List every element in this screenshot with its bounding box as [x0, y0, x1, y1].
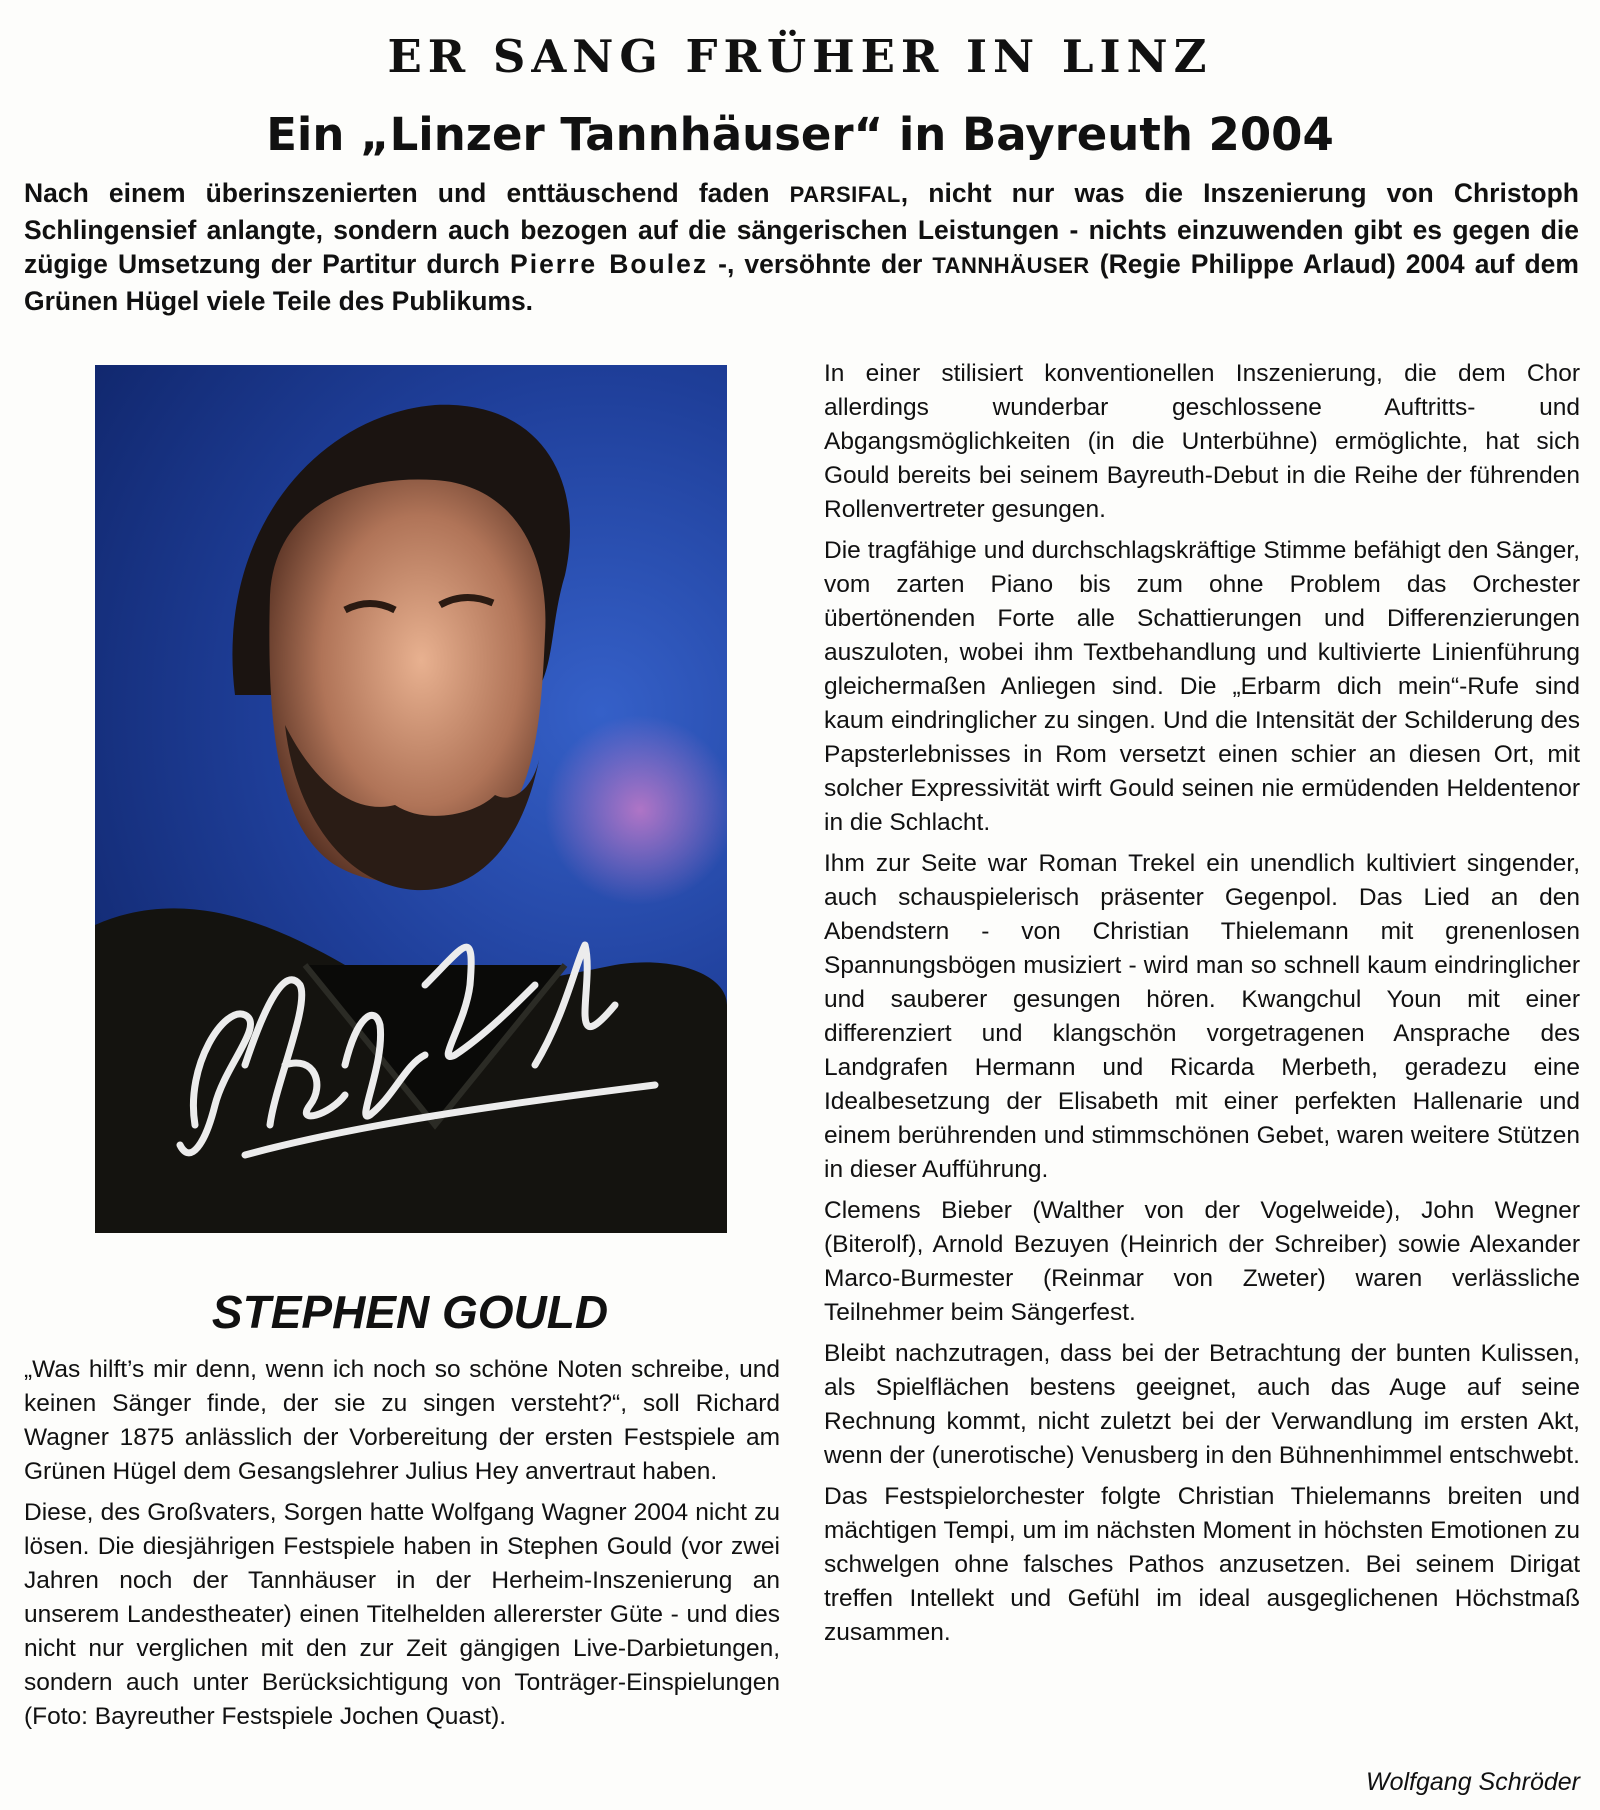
singer-photo — [95, 365, 727, 1233]
article-kicker: ER SANG FRÜHER IN LINZ — [387, 30, 1213, 83]
right-paragraph: Die tragfähige und durchschlagskräftige Stimme befähigt den Sänger, vom zarten Piano bis zum ohne Problem das Orchester übertönenden Forte alle Schattierungen und Differenzierungen auszuloten, wobei ihm Textbehandlung und kultivierte Linienführung gleichermaßen Anliegen sind. Die „Erbarm dich mein“-Rufe sind kaum eindringlicher zu singen. Und die Intensität der Schilderung des Papsterlebnisses in Rom versetzt einen schier an diesen Ort, mit solcher Expressivität wirft Gould seinen nie ermüdenden Heldentenor in die Schlacht. — [824, 537, 1580, 836]
right-paragraph: In einer stilisiert konventionellen Inszenierung, die dem Chor allerdings wunderbar geschlossene Auftritts- und Abgangsmöglichkeiten (in die Unterbühne) ermöglichte, hat sich Gould bereits bei seinem Bayreuth-Debut in die Reihe der führenden Rollenvertreter gesungen. — [824, 360, 1580, 523]
article-lead — [24, 176, 1579, 318]
portrait-name: STEPHEN GOULD — [211, 1286, 609, 1338]
left-paragraph: Diese, des Großvaters, Sorgen hatte Wolfgang Wagner 2004 nicht zu lösen. Die diesjährigen Festspiele haben in Stephen Gould (vor zwei Jahren noch der Tannhäuser in der Herheim-Inszenierung an unserem Landestheater) einen Titelhelden allererster Güte - und dies nicht nur verglichen mit den zur Zeit gängigen Live-Darbietungen, sondern auch unter Berücksichtigung von Tonträger-Einspielungen (Foto: Bayreuther Festspiele Jochen Quast). — [24, 1499, 780, 1730]
left-column — [24, 1353, 780, 1741]
right-paragraph: Clemens Bieber (Walther von der Vogelweide), John Wegner (Biterolf), Arnold Bezuyen (Heinrich der Schreiber) sowie Alexander Marco-Burmester (Reinmar von Zweter) waren verlässliche Teilnehmer beim Sängerfest. — [824, 1197, 1580, 1326]
lead-parsifal: PARSIFAL — [789, 182, 901, 207]
autograph-signature — [95, 365, 727, 1233]
lead-tannhaeuser: TANNHÄUSER — [932, 253, 1090, 278]
lead-text-2: , nicht nur was die Inszenierung von Christoph Schlingensief anlangte, sondern auch bezogen auf die sängerischen Leistungen - nichts einzuwenden gibt es gegen die zügige Umsetzung der Partitur durch — [24, 178, 1579, 279]
article-headline: Ein „Linzer Tannhäuser“ in Bayreuth 2004 — [266, 108, 1334, 161]
right-column — [824, 357, 1580, 1657]
lead-text-3: -, versöhnte der — [708, 249, 933, 279]
lead-text-4: (Regie Philippe Arlaud) 2004 auf dem Grünen Hügel viele Teile des Publikums. — [24, 249, 1579, 316]
right-paragraph: Bleibt nachzutragen, dass bei der Betrachtung der bunten Kulissen, als Spielflächen bestens geeignet, auch das Auge auf seine Rechnung kommt, nicht zuletzt bei der Verwandlung im ersten Akt, wenn der (unerotische) Venusberg in den Bühnenhimmel entschwebt. — [824, 1340, 1580, 1469]
right-paragraph: Ihm zur Seite war Roman Trekel ein unendlich kultiviert singender, auch schauspielerisch präsenter Gegenpol. Das Lied an den Abendstern - von Christian Thielemann mit grenenlosen Spannungsbögen musiziert - wird man so schnell kaum eindringlicher und sauberer gesungen hören. Kwangchul Youn mit einer differenziert und klangschön vorgetragenen Ansprache des Landgrafen Hermann und Ricarda Merbeth, geradezu eine Idealbesetzung der Elisabeth mit einer perfekten Hallenarie und einem berührenden und stimmschönen Gebet, waren weitere Stützen in dieser Aufführung. — [824, 850, 1580, 1183]
lead-boulez: Pierre Boulez — [510, 249, 709, 279]
author-byline: Wolfgang Schröder — [1365, 1768, 1580, 1796]
left-paragraph: „Was hilft’s mir denn, wenn ich noch so schöne Noten schreibe, und keinen Sänger finde, der sie zu singen versteht?“, soll Richard Wagner 1875 anlässlich der Vorbereitung der ersten Festspiele am Grünen Hügel dem Gesangslehrer Julius Hey anvertraut haben. — [24, 1356, 780, 1485]
right-paragraph: Das Festspielorchester folgte Christian Thielemanns breiten und mächtigen Tempi, um im nächsten Moment in höchsten Emotionen zu schwelgen ohne falsches Pathos anzusetzen. Bei seinem Dirigat treffen Intellekt und Gefühl im ideal ausgeglichenen Höchstmaß zusammen. — [824, 1483, 1580, 1646]
lead-text-1: Nach einem überinszenierten und enttäuschend faden — [24, 178, 790, 208]
